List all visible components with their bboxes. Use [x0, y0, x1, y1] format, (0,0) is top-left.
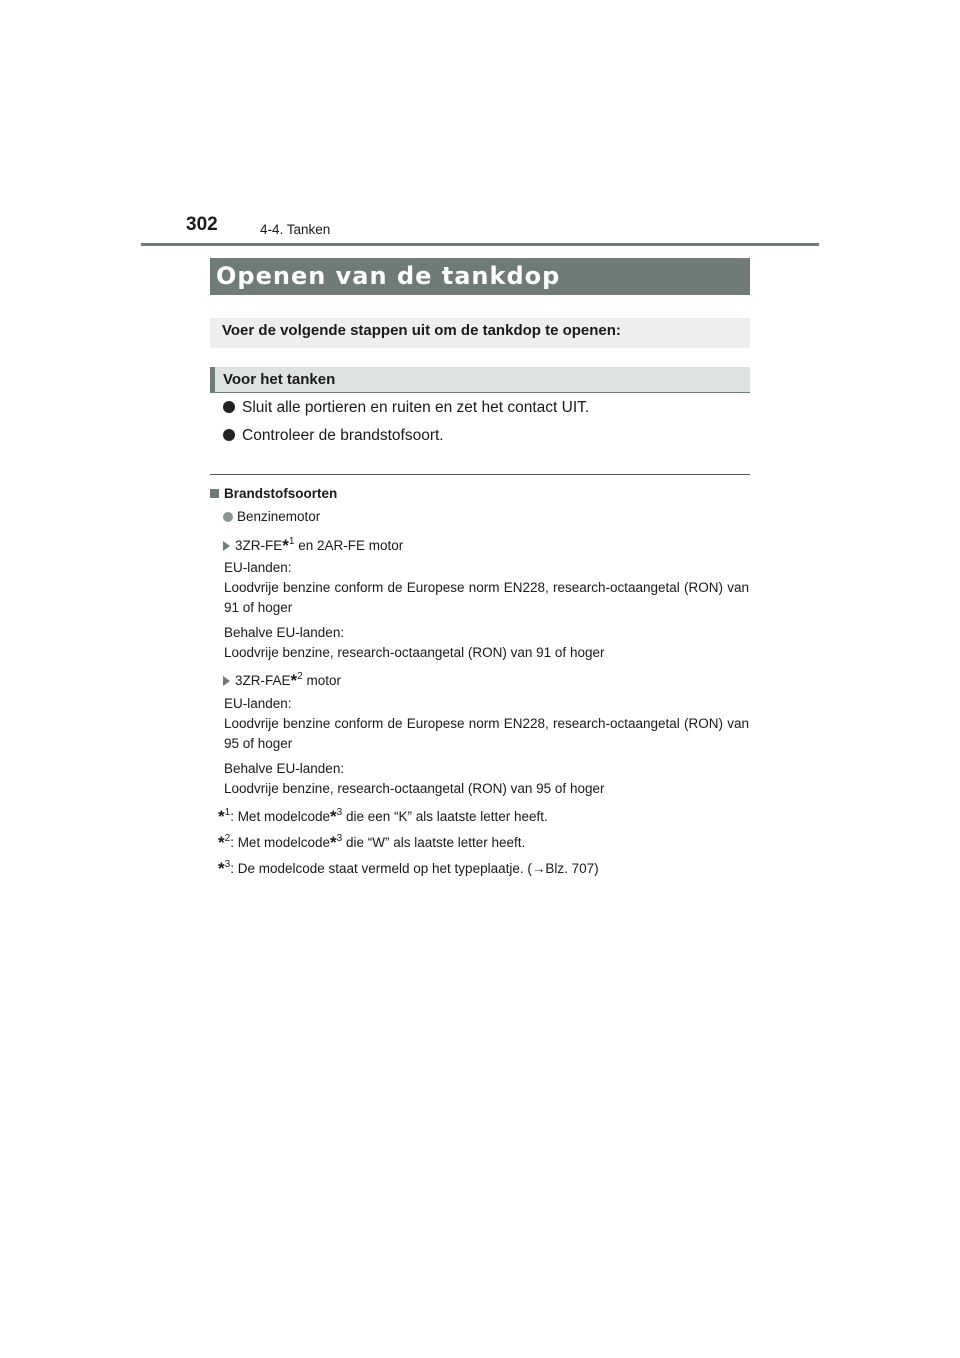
non-eu-label-1: Behalve EU-landen: — [224, 625, 345, 640]
eu-label-1: EU-landen: — [224, 560, 292, 575]
triangle-bullet-icon — [223, 676, 230, 686]
subsection-title: Voor het tanken — [223, 371, 336, 388]
footnote-1: *$^1$: Met modelcode*$^3$ die een “K” als laatste letter heeft. — [218, 807, 548, 826]
eu-text-1: Loodvrije benzine conform de Europese norm EN228, research-octaangetal (RON) van 91 of hoger — [224, 580, 749, 615]
arrow-icon: → — [531, 861, 546, 876]
section-divider — [210, 474, 750, 475]
eu-label-2: EU-landen: — [224, 696, 292, 711]
square-bullet-icon — [210, 489, 219, 498]
header-rule — [141, 243, 819, 246]
non-eu-text-1: Loodvrije benzine, research-octaangetal (RON) van 91 of hoger — [224, 645, 605, 660]
bullet-dot-icon — [223, 401, 235, 413]
engine-model-1: 3ZR-FE*$^1$ en 2AR-FE motor — [223, 532, 748, 556]
page-title: Openen van de tankdop — [216, 262, 561, 290]
subsection-banner — [210, 367, 750, 393]
bullet-item — [223, 427, 444, 445]
eu-text-2: Loodvrije benzine conform de Europese norm EN228, research-octaangetal (RON) van 95 of hoger — [224, 716, 749, 751]
engine-model-2: 3ZR-FAE*$^2$ motor — [223, 667, 748, 691]
bullet-dot-icon — [223, 429, 235, 441]
page-number: 302 — [186, 214, 218, 235]
footnote-2: *$^2$: Met modelcode*$^3$ die “W” als laatste letter heeft. — [218, 833, 526, 852]
non-eu-label-2: Behalve EU-landen: — [224, 761, 345, 776]
triangle-bullet-icon — [223, 541, 230, 551]
section-breadcrumb: 4-4. Tanken — [260, 222, 331, 237]
engine-type: Benzinemotor — [223, 507, 748, 527]
bullet-text: Sluit alle portieren en ruiten en zet het contact UIT. — [242, 399, 590, 416]
fuel-heading: Brandstofsoorten — [210, 484, 735, 504]
intro-text: Voer de volgende stappen uit om de tankdop te openen: — [222, 322, 621, 339]
bullet-text: Controleer de brandstofsoort. — [242, 427, 444, 444]
page-reference-link[interactable]: Blz. 707) — [545, 861, 599, 876]
title-banner — [210, 258, 750, 295]
circle-bullet-icon — [223, 512, 233, 522]
footnote-3: *$^3$: De modelcode staat vermeld op het typeplaatje. (→Blz. 707) — [218, 859, 599, 878]
bullet-item — [223, 399, 589, 417]
non-eu-text-2: Loodvrije benzine, research-octaangetal (RON) van 95 of hoger — [224, 781, 605, 796]
intro-box — [210, 318, 750, 348]
